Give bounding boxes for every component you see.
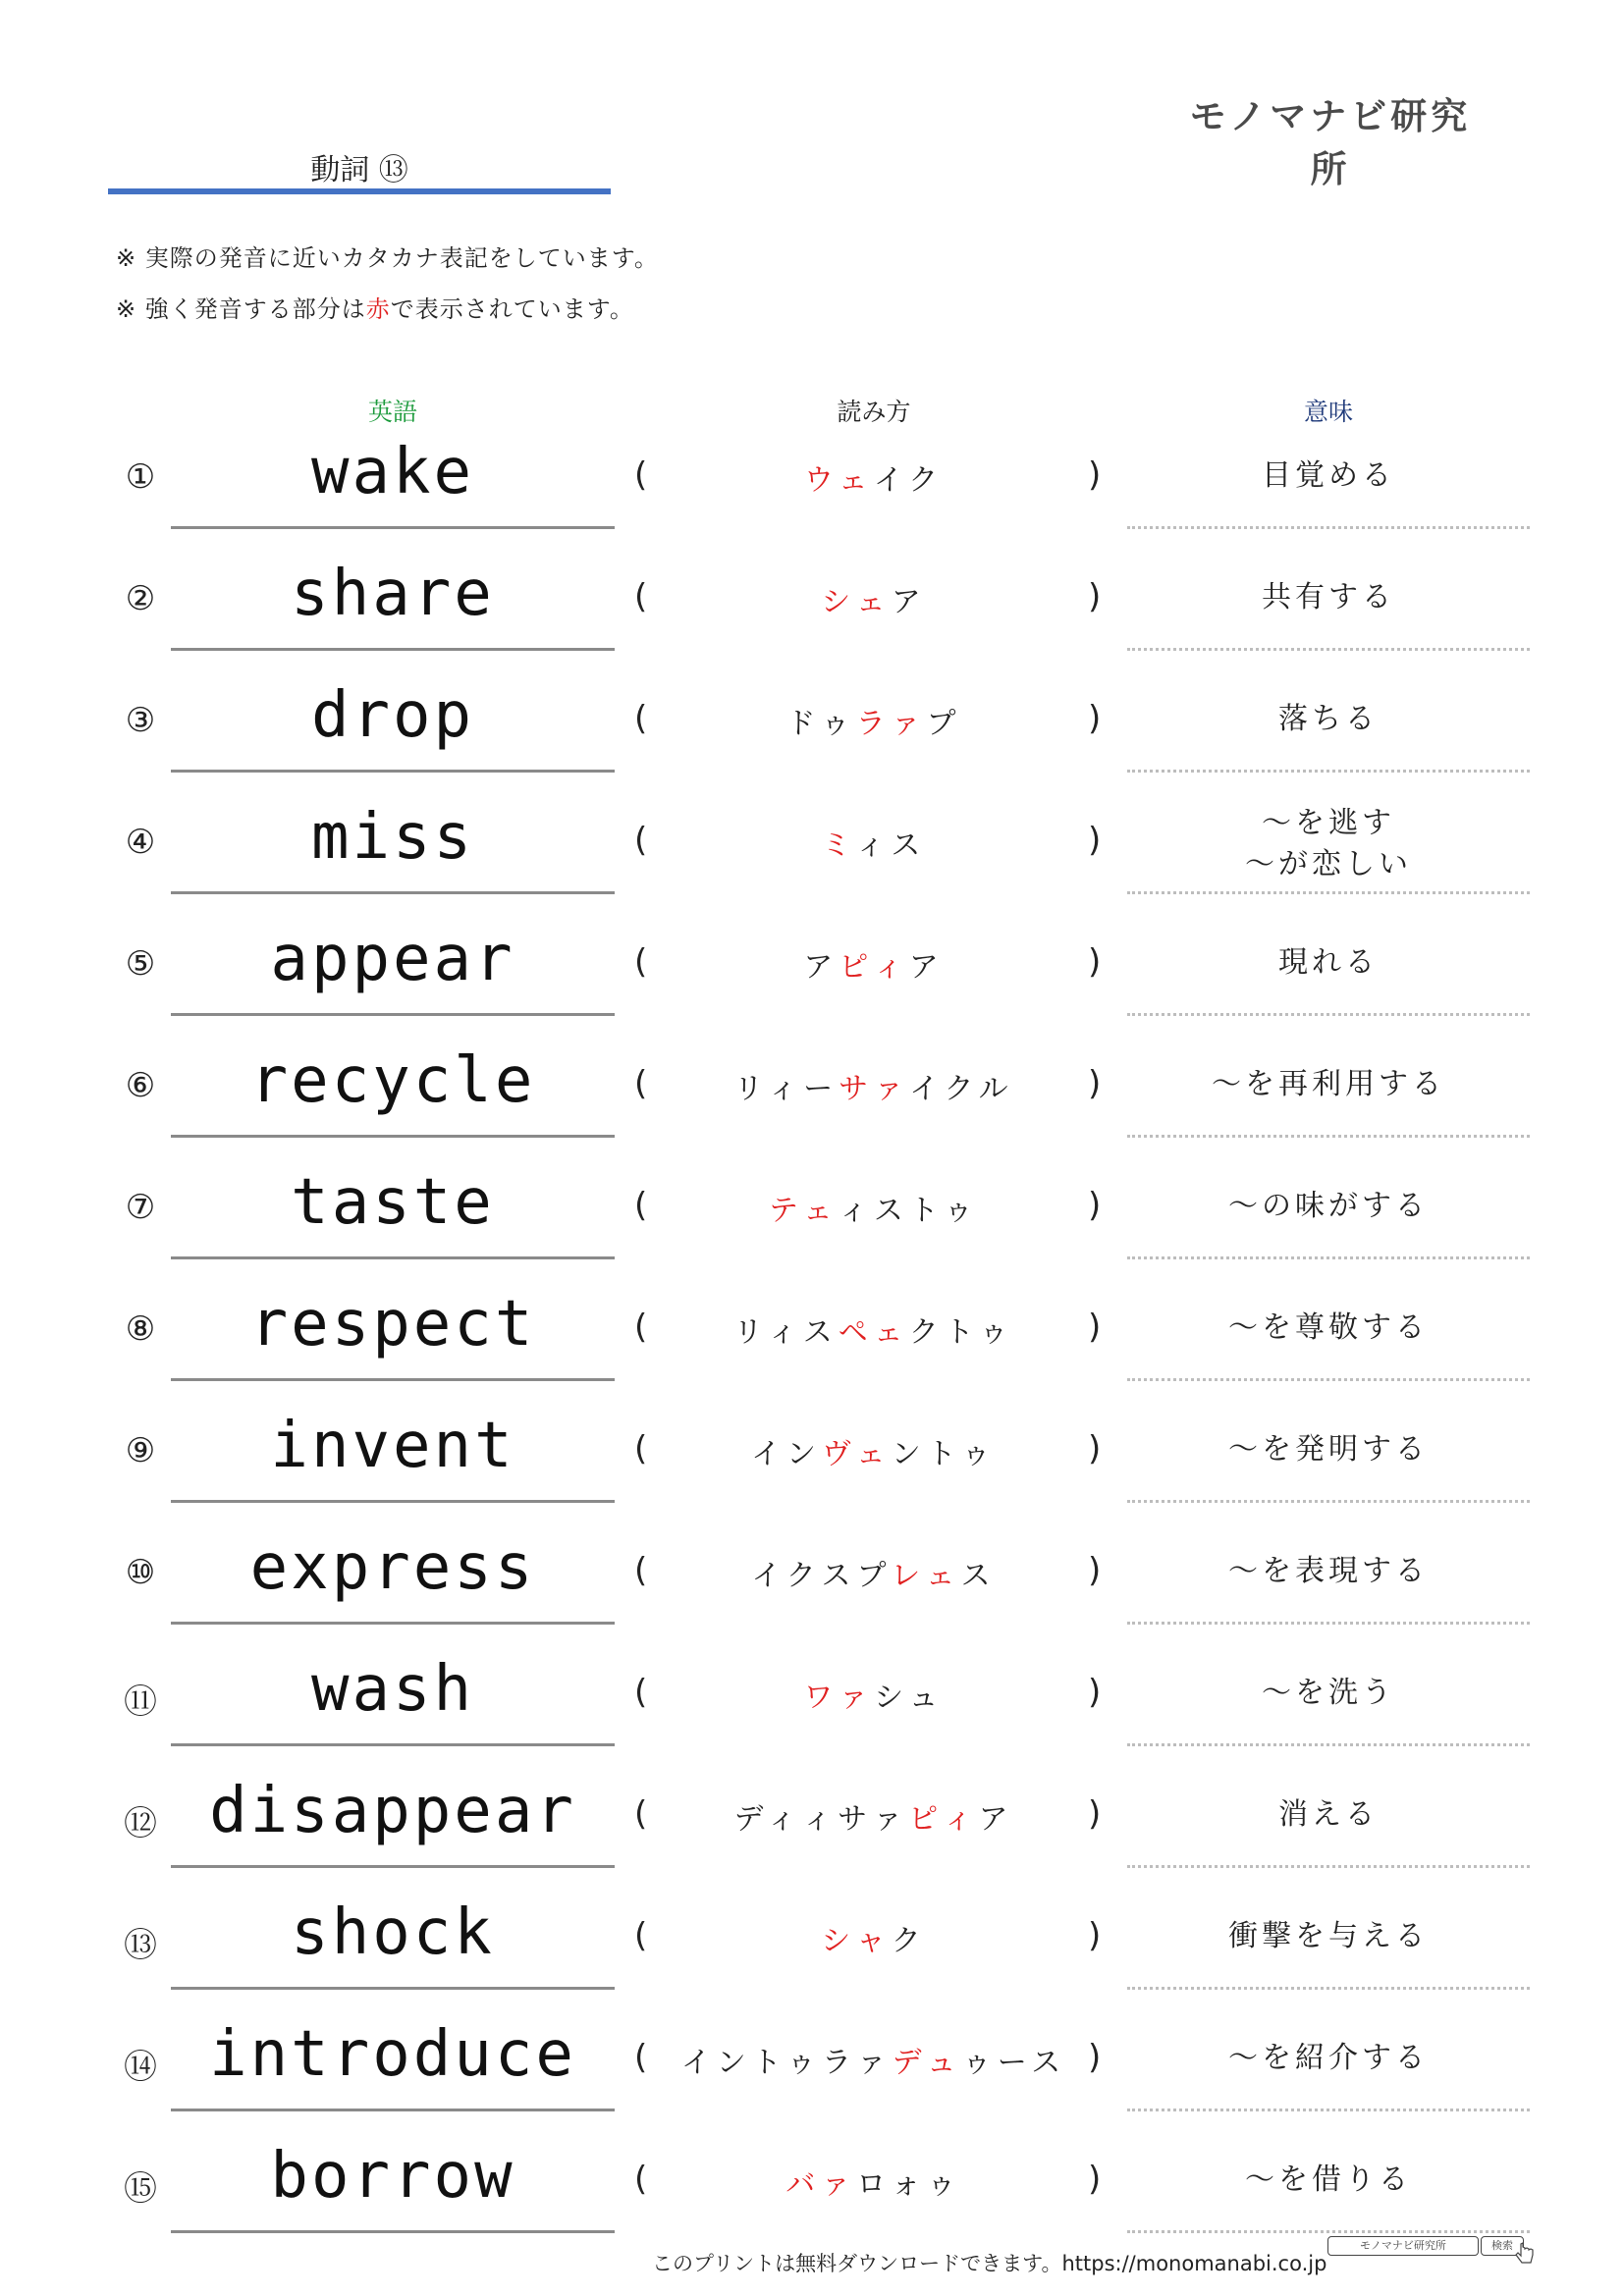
reading-stress: レェ [891,1559,961,1593]
english-word: taste [291,1166,495,1239]
meaning [1127,1673,1530,1714]
english-word: miss [310,801,475,874]
vocab-row [0,919,1624,1041]
english-word: introduce [209,2018,576,2091]
reading-stress: サァ [839,1072,910,1106]
reading-part: ス [960,1559,997,1593]
reading [668,942,1080,986]
reading-stress: ラァ [855,707,927,741]
reading [668,2160,1080,2203]
word-underline [171,770,615,773]
row-number: ⑫ [124,1804,157,1843]
reading-part: ア [803,950,839,985]
page-title: 動詞 ⑬ [310,153,408,187]
paren-close: ) [1088,1551,1102,1590]
word-underline [171,1013,615,1016]
english-word: appear [270,923,515,995]
reading-part: イクスプ [751,1559,892,1593]
search-button: 検索 [1481,2236,1524,2256]
reading-stress: ピィ [839,950,909,985]
reading-stress: デュ [892,2046,962,2080]
footer-text: このプリントは無料ダウンロードできます。https://monomanabi.co.jp [652,2252,1327,2275]
reading-stress: ペェ [838,1315,909,1350]
reading-stress: ヴェ [821,1437,892,1471]
meaning [1127,1916,1530,1957]
paren-close: ) [1088,2160,1102,2199]
vocab-row [0,1771,1624,1893]
meaning [1127,1794,1530,1836]
row-number: ⑩ [125,1553,156,1592]
meaning-line: ～の味がする [1228,1189,1429,1223]
meaning [1127,455,1530,497]
reading [668,1186,1080,1229]
meaning-dotted-line [1127,1865,1530,1868]
reading-part: ア [891,585,927,619]
reading-part: ドゥ [785,707,856,741]
paren-close: ) [1088,821,1102,860]
paren-open: ( [634,1429,648,1468]
reading-part: シュ [874,1681,945,1715]
word-underline [171,2109,615,2111]
row-number: ① [125,457,156,497]
reading [668,1429,1080,1472]
meaning-line: 落ちる [1278,702,1379,736]
vocab-row [0,675,1624,797]
paren-close: ) [1088,699,1102,738]
meaning-line: 衝撃を与える [1228,1919,1429,1953]
reading-part: ントゥ [891,1437,998,1471]
vocab-row [0,1649,1624,1771]
row-number: ⑧ [125,1309,156,1349]
meaning-dotted-line [1127,891,1530,894]
meaning-line: 共有する [1262,580,1395,614]
paren-open: ( [634,2160,648,2199]
paren-close: ) [1088,1429,1102,1468]
meaning-line: ～を発明する [1228,1432,1429,1467]
paren-open: ( [634,455,648,495]
meaning-dotted-line [1127,1378,1530,1381]
reading-part: イク [873,463,945,498]
paren-open: ( [634,699,648,738]
meaning-dotted-line [1127,2230,1530,2233]
reading [668,577,1080,620]
english-word: borrow [270,2140,515,2213]
row-number: ④ [125,823,156,862]
word-underline [171,1622,615,1625]
word-underline [171,1256,615,1259]
vocab-row [0,1893,1624,2014]
reading-part: ア [978,1802,1014,1837]
reading [668,1794,1080,1838]
meaning [1127,1186,1530,1227]
reading [668,1308,1080,1351]
reading-part: ィス [855,828,927,863]
vocab-row [0,1527,1624,1649]
meaning [1127,803,1530,885]
meaning-line: ～を再利用する [1212,1067,1445,1101]
meaning-line: ～を尊敬する [1228,1310,1429,1345]
english-word: invent [270,1410,515,1482]
vocab-row [0,432,1624,554]
meaning-dotted-line [1127,1256,1530,1259]
reading-part: イン [750,1437,822,1471]
paren-open: ( [634,821,648,860]
meaning [1127,942,1530,984]
english-word: recycle [249,1044,536,1117]
meaning-dotted-line [1127,1622,1530,1625]
meaning-line: ～を洗う [1262,1676,1395,1710]
title-underline [108,188,611,194]
note-red-word: 赤 [365,295,391,323]
reading-stress: ウェ [803,463,874,498]
meaning-dotted-line [1127,1987,1530,1990]
row-number: ⑤ [125,944,156,984]
reading-part: ロォゥ [856,2167,962,2202]
reading-stress: シャ [821,1924,892,1958]
meaning-dotted-line [1127,1135,1530,1138]
reading-stress: テェ [768,1194,839,1228]
meaning-dotted-line [1127,648,1530,651]
paren-close: ) [1088,1673,1102,1712]
english-word: respect [249,1288,536,1361]
reading [668,1673,1080,1716]
meaning-dotted-line [1127,2109,1530,2111]
english-word: express [249,1531,536,1604]
reading-stress: ミ [821,828,856,863]
reading-stress: ピィ [908,1802,979,1837]
header-meaning: 意味 [1303,398,1353,426]
row-number: ③ [125,701,156,740]
paren-open: ( [634,1916,648,1955]
vocab-row [0,797,1624,919]
paren-open: ( [634,1308,648,1347]
english-word: wash [310,1653,475,1726]
reading-part: ゥース [961,2046,1067,2080]
row-number: ⑨ [125,1431,156,1470]
meaning [1127,699,1530,740]
reading-stress: ワァ [803,1681,875,1715]
brand-logo: モノマナビ研究所 [1189,95,1472,190]
english-word: disappear [209,1775,576,1847]
reading-part: リィー [733,1072,839,1106]
paren-close: ) [1088,455,1102,495]
meaning-dotted-line [1127,1743,1530,1746]
word-underline [171,648,615,651]
word-underline [171,1987,615,1990]
vocab-row [0,1284,1624,1406]
paren-open: ( [634,577,648,616]
meaning-line: ～を表現する [1228,1554,1429,1588]
reading [668,1551,1080,1594]
meaning-line: ～を紹介する [1228,2041,1429,2075]
reading-stress: シェ [821,585,892,619]
paren-open: ( [634,1794,648,1834]
paren-close: ) [1088,1916,1102,1955]
reading-part: イクル [909,1072,1014,1106]
paren-close: ) [1088,577,1102,616]
reading-part: ィストゥ [838,1194,980,1228]
note-emphasis: ※ 強く発音する部分は赤で表示されています。 [116,295,634,323]
row-number: ⑭ [124,2048,157,2087]
paren-open: ( [634,942,648,982]
note-katakana: ※ 実際の発音に近いカタカナ表記をしています。 [116,244,659,272]
reading-part: クトゥ [908,1315,1015,1350]
reading [668,2038,1080,2081]
header-english: 英語 [367,398,417,426]
word-underline [171,2230,615,2233]
meaning [1127,577,1530,618]
meaning-line: ～を逃す [1262,806,1395,840]
reading [668,455,1080,499]
english-word: share [291,558,495,630]
vocab-row [0,1041,1624,1162]
meaning-line: 消える [1278,1797,1379,1832]
paren-close: ) [1088,2038,1102,2077]
meaning-line: ～が恋しい [1245,847,1412,881]
word-underline [171,1743,615,1746]
reading-part: ア [908,950,945,985]
reading-part: リィス [732,1315,839,1350]
row-number: ⑦ [125,1188,156,1227]
paren-close: ) [1088,1186,1102,1225]
paren-open: ( [634,1673,648,1712]
row-number: ② [125,579,156,618]
header-reading: 読み方 [837,398,911,426]
hand-cursor-icon [1514,2242,1536,2266]
meaning-line: 現れる [1278,945,1379,980]
paren-close: ) [1088,1308,1102,1347]
word-underline [171,1500,615,1503]
reading-part: ク [891,1924,927,1958]
meaning [1127,2038,1530,2079]
paren-close: ) [1088,1064,1102,1103]
english-word: wake [310,436,475,508]
reading [668,1916,1080,1959]
row-number: ⑥ [125,1066,156,1105]
paren-open: ( [634,2038,648,2077]
meaning [1127,2160,1530,2201]
meaning-dotted-line [1127,1500,1530,1503]
reading-part: イントゥラァ [680,2046,893,2080]
reading [668,821,1080,864]
paren-open: ( [634,1064,648,1103]
vocab-row [0,554,1624,675]
reading-part: ディィサァ [733,1802,909,1837]
reading-stress: バァ [785,2167,857,2202]
search-box: モノマナビ研究所 [1327,2236,1479,2256]
paren-open: ( [634,1551,648,1590]
meaning [1127,1551,1530,1592]
meaning-dotted-line [1127,526,1530,529]
vocab-row [0,2014,1624,2136]
meaning-dotted-line [1127,1013,1530,1016]
reading [668,699,1080,742]
meaning-dotted-line [1127,770,1530,773]
meaning-line: ～を借りる [1245,2163,1412,2197]
row-number: ⑬ [124,1926,157,1965]
meaning-line: 目覚める [1262,458,1395,493]
paren-close: ) [1088,1794,1102,1834]
vocab-row [0,1406,1624,1527]
english-word: drop [310,679,475,752]
word-underline [171,1378,615,1381]
reading-part: プ [926,707,962,741]
meaning [1127,1064,1530,1105]
vocab-row [0,1162,1624,1284]
row-number: ⑪ [124,1682,157,1722]
row-number: ⑮ [124,2169,157,2209]
paren-close: ) [1088,942,1102,982]
meaning [1127,1308,1530,1349]
word-underline [171,1865,615,1868]
paren-open: ( [634,1186,648,1225]
word-underline [171,1135,615,1138]
meaning [1127,1429,1530,1470]
reading [668,1064,1080,1107]
word-underline [171,891,615,894]
english-word: shock [291,1896,495,1969]
word-underline [171,526,615,529]
